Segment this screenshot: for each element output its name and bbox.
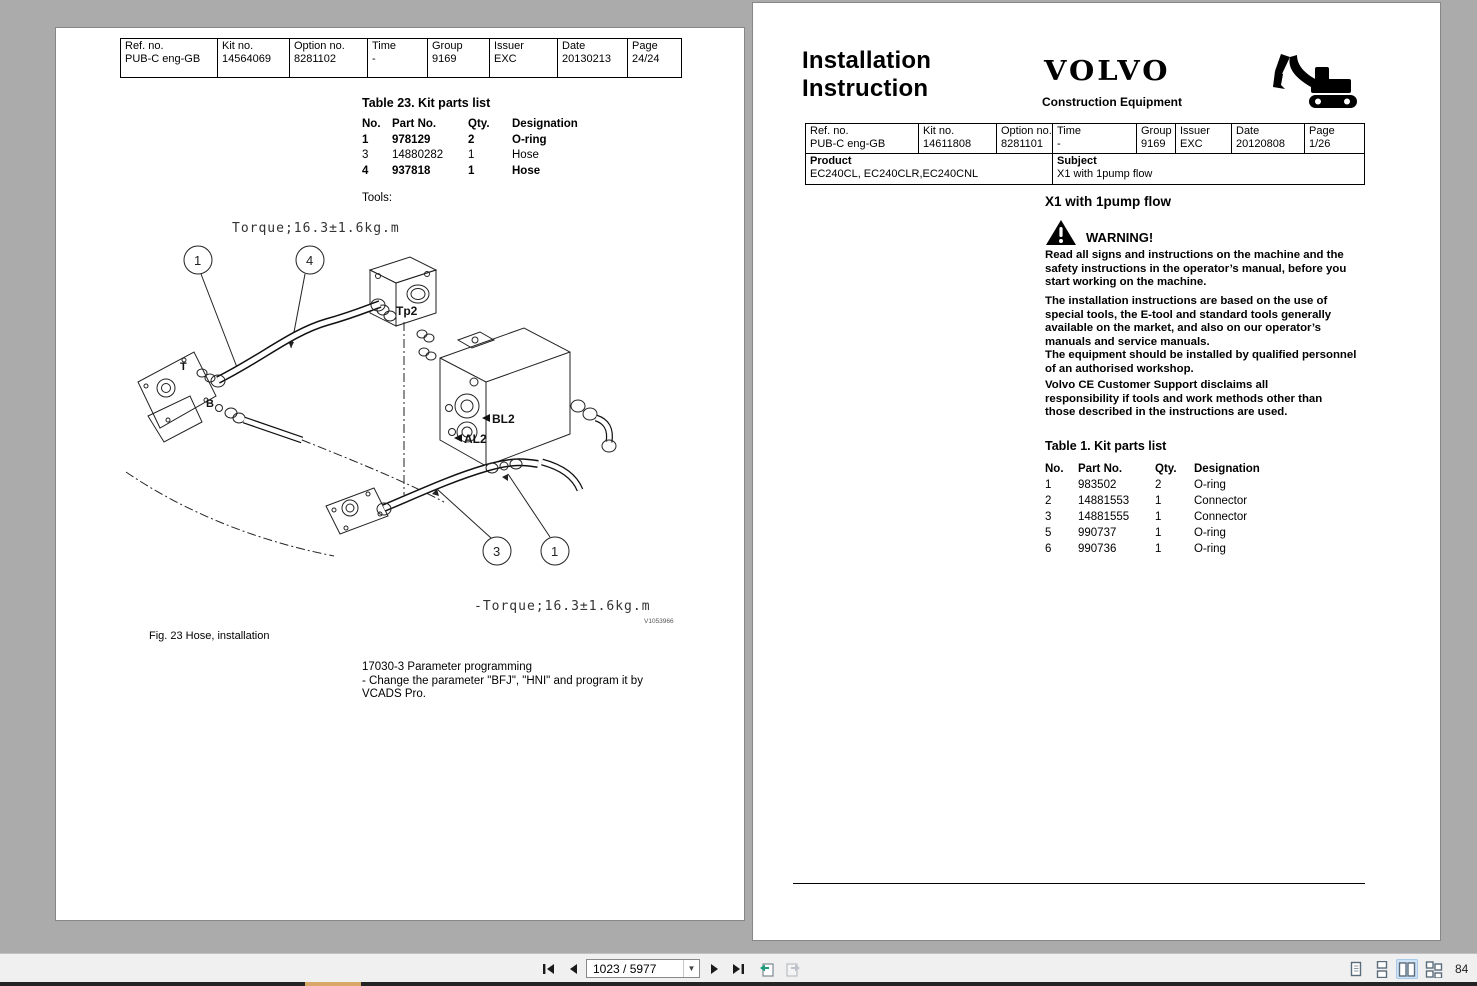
info-value-issuer: EXC xyxy=(494,53,517,65)
info-label-issuer: Issuer xyxy=(1180,125,1210,137)
callout-1-number: 1 xyxy=(194,253,202,268)
parameter-body: - Change the parameter "BFJ", "HNI" and program it by VCADS Pro. xyxy=(362,674,643,700)
info-cell-page xyxy=(1304,124,1364,153)
info-cell-option xyxy=(289,39,367,77)
info-value-option: 8281102 xyxy=(294,53,337,65)
kit-cell: 1 xyxy=(1155,495,1162,507)
info-label-time: Time xyxy=(1057,125,1082,137)
info-cell-issuer xyxy=(489,39,557,77)
instruction-paragraph-1 xyxy=(1045,295,1363,377)
info-label-date: Date xyxy=(1236,125,1260,137)
diagram-version-number: V1053966 xyxy=(644,618,674,625)
callout-1b-number: 1 xyxy=(551,544,559,559)
document-title xyxy=(802,47,931,103)
info-value-time: - xyxy=(372,53,376,65)
page-number-combobox[interactable] xyxy=(586,959,700,978)
kit-cell: Hose xyxy=(512,164,541,177)
first-page-button[interactable] xyxy=(538,959,558,979)
tools-label: Tools: xyxy=(362,192,393,204)
kit-table xyxy=(362,117,662,179)
info-value-time: - xyxy=(1057,138,1061,150)
info-label-ref: Ref. no. xyxy=(810,125,849,137)
info-label-page: Page xyxy=(1309,125,1335,137)
kit-cell: 983502 xyxy=(1078,479,1117,491)
section-heading: X1 with 1pump flow xyxy=(1045,194,1172,209)
info-value-ref: PUB-C eng-GB xyxy=(810,138,886,150)
info-value-option: 8281101 xyxy=(1001,138,1044,150)
two-page-continuous-layout-icon xyxy=(1425,961,1443,978)
info-cell-issuer xyxy=(1175,124,1231,153)
kit-col-qty: Qty. xyxy=(468,118,490,130)
kit-cell: O-ring xyxy=(512,133,547,146)
document-title-line1: Installation xyxy=(802,47,932,74)
torque-bottom-label: -Torque;16.3±1.6kg.m xyxy=(474,599,651,614)
figure-caption: Fig. 23 Hose, installation xyxy=(149,630,270,642)
kit-cell: 4 xyxy=(362,164,369,177)
info-value-ref: PUB-C eng-GB xyxy=(125,53,201,65)
port-label-bl2: BL2 xyxy=(492,412,515,426)
info-value-product: EC240CL, EC240CLR,EC240CNL xyxy=(810,168,979,180)
info-label-subject: Subject xyxy=(1057,155,1097,167)
info-cell-time xyxy=(367,39,427,77)
single-page-layout-icon xyxy=(1348,961,1364,978)
kit-table-title: Table 23. Kit parts list xyxy=(362,96,491,110)
next-page-icon xyxy=(707,961,723,977)
kit-cell: 1 xyxy=(468,164,475,177)
kit-cell: 990737 xyxy=(1078,527,1117,539)
excavator-icon xyxy=(1273,51,1363,113)
parameter-programming-block xyxy=(362,661,684,702)
kit-cell: 3 xyxy=(1045,511,1052,523)
continuous-layout-button[interactable] xyxy=(1371,959,1393,979)
first-page-icon xyxy=(540,961,556,977)
previous-view-icon xyxy=(758,960,776,978)
kit-cell: 1 xyxy=(1045,479,1052,491)
previous-page-button[interactable] xyxy=(563,959,583,979)
kit-table xyxy=(1045,461,1345,557)
left-page-info-table xyxy=(120,38,682,78)
kit-cell: 6 xyxy=(1045,543,1052,555)
instruction-paragraph-1b: The equipment should be installed by qualified personnel of an authorised workshop. xyxy=(1045,349,1357,375)
info-value-group: 9169 xyxy=(1141,138,1166,150)
info-label-ref: Ref. no. xyxy=(125,40,164,52)
port-label-al2: AL2 xyxy=(464,432,487,446)
kit-cell: 990736 xyxy=(1078,543,1117,555)
kit-table-title: Table 1. Kit parts list xyxy=(1045,439,1167,453)
info-label-issuer: Issuer xyxy=(494,40,524,52)
last-page-icon xyxy=(731,961,747,977)
info-cell-page xyxy=(627,39,681,77)
info-cell-kit xyxy=(217,39,289,77)
two-page-continuous-layout-button[interactable] xyxy=(1423,959,1445,979)
info-value-page: 24/24 xyxy=(632,53,660,65)
kit-cell: 3 xyxy=(362,149,369,161)
info-cell-ref xyxy=(806,124,918,153)
info-value-subject: X1 with 1pump flow xyxy=(1057,168,1153,180)
info-cell-option xyxy=(996,124,1052,153)
info-cell-subject xyxy=(1052,154,1364,184)
kit-cell: 937818 xyxy=(392,164,431,177)
left-document-page xyxy=(56,28,744,920)
kit-col-designation: Designation xyxy=(1194,463,1260,475)
info-cell-date xyxy=(557,39,627,77)
kit-col-part: Part No. xyxy=(392,118,437,130)
page-footer-rule xyxy=(793,883,1365,884)
kit-cell: 14881555 xyxy=(1078,511,1130,523)
warning-title: WARNING! xyxy=(1086,230,1154,245)
kit-cell: Connector xyxy=(1194,495,1248,507)
kit-col-no: No. xyxy=(1045,463,1064,475)
info-cell-kit xyxy=(918,124,996,153)
info-label-option: Option no. xyxy=(1001,125,1052,137)
kit-cell: 1 xyxy=(1155,527,1162,539)
taskbar-edge xyxy=(0,982,1477,986)
torque-top-label: Torque;16.3±1.6kg.m xyxy=(232,221,400,236)
kit-cell: 14880282 xyxy=(392,149,444,161)
kit-col-no: No. xyxy=(362,118,381,130)
kit-cell: 1 xyxy=(468,149,475,161)
previous-view-button[interactable] xyxy=(757,959,777,979)
info-cell-group xyxy=(427,39,489,77)
kit-col-qty: Qty. xyxy=(1155,463,1177,475)
port-label-t: T xyxy=(180,361,187,373)
kit-cell: O-ring xyxy=(1194,527,1226,539)
next-view-button[interactable] xyxy=(783,959,803,979)
instruction-paragraph-1a: The installation instructions are based on the use of special tools, the E-tool and standard tools generally available on the market, and also on our operator’s manuals and service manuals. xyxy=(1045,295,1332,348)
kit-cell: 1 xyxy=(362,133,369,146)
taskbar-edge-accent xyxy=(305,982,361,986)
info-label-page: Page xyxy=(632,40,658,52)
kit-cell: 2 xyxy=(468,133,475,146)
kit-cell: 2 xyxy=(1155,479,1162,491)
volvo-logo: VOLVO xyxy=(1044,55,1171,87)
kit-cell: 5 xyxy=(1045,527,1052,539)
info-value-kit: 14611808 xyxy=(923,138,972,150)
info-cell-time xyxy=(1052,124,1136,153)
kit-cell: Hose xyxy=(512,149,539,161)
port-label-tp2: Tp2 xyxy=(396,304,418,318)
volvo-logo-subtitle: Construction Equipment xyxy=(1042,95,1182,109)
zoom-level-value: 84 xyxy=(1455,962,1469,976)
info-label-option: Option no. xyxy=(294,40,345,52)
instruction-paragraph-2: Volvo CE Customer Support disclaims all responsibility if tools and work methods other than those described in the instructions are used. xyxy=(1045,379,1323,419)
page-number-value[interactable]: 1023 / 5977 xyxy=(593,961,657,976)
warning-triangle-icon xyxy=(1045,219,1077,247)
kit-cell: O-ring xyxy=(1194,479,1226,491)
port-label-b: B xyxy=(206,398,214,410)
hose-installation-diagram xyxy=(122,210,686,634)
page-number-dropdown-arrow[interactable]: ▼ xyxy=(683,960,699,977)
right-page-info-table xyxy=(805,123,1365,185)
info-cell-group xyxy=(1136,124,1175,153)
info-value-group: 9169 xyxy=(432,53,457,65)
kit-cell: 1 xyxy=(1155,511,1162,523)
kit-col-designation: Designation xyxy=(512,118,578,130)
viewer-toolbar xyxy=(0,953,1477,984)
previous-page-icon xyxy=(565,961,581,977)
info-value-page: 1/26 xyxy=(1309,138,1331,150)
right-document-page xyxy=(753,3,1440,940)
info-value-date: 20130213 xyxy=(562,53,611,65)
info-label-kit: Kit no. xyxy=(923,125,955,137)
next-page-button[interactable] xyxy=(705,959,725,979)
info-value-kit: 14564069 xyxy=(222,53,271,65)
info-cell-ref xyxy=(121,39,217,77)
two-page-layout-icon xyxy=(1398,961,1416,978)
info-cell-date xyxy=(1231,124,1304,153)
info-label-product: Product xyxy=(810,155,852,167)
parameter-title: 17030-3 Parameter programming xyxy=(362,661,533,673)
document-title-line2: Instruction xyxy=(802,75,929,102)
info-cell-product xyxy=(806,154,1052,184)
kit-cell: 2 xyxy=(1045,495,1052,507)
warning-body: Read all signs and instructions on the machine and the safety instructions in the operator’s manual, before you start working on the machine. xyxy=(1045,249,1347,289)
kit-cell: O-ring xyxy=(1194,543,1226,555)
info-label-kit: Kit no. xyxy=(222,40,254,52)
info-label-time: Time xyxy=(372,40,397,52)
info-label-group: Group xyxy=(432,40,463,52)
kit-col-part: Part No. xyxy=(1078,463,1123,475)
two-page-layout-button[interactable] xyxy=(1396,959,1418,979)
kit-cell: Connector xyxy=(1194,511,1248,523)
info-label-group: Group xyxy=(1141,125,1172,137)
info-value-issuer: EXC xyxy=(1180,138,1203,150)
continuous-layout-icon xyxy=(1374,961,1390,978)
last-page-button[interactable] xyxy=(729,959,749,979)
callout-3-number: 3 xyxy=(493,544,501,559)
kit-cell: 14881553 xyxy=(1078,495,1130,507)
kit-cell: 978129 xyxy=(392,133,431,146)
kit-cell: 1 xyxy=(1155,543,1162,555)
single-page-layout-button[interactable] xyxy=(1345,959,1367,979)
callout-4-number: 4 xyxy=(306,253,314,268)
next-view-icon xyxy=(784,960,802,978)
info-value-date: 20120808 xyxy=(1236,138,1285,150)
info-label-date: Date xyxy=(562,40,586,52)
